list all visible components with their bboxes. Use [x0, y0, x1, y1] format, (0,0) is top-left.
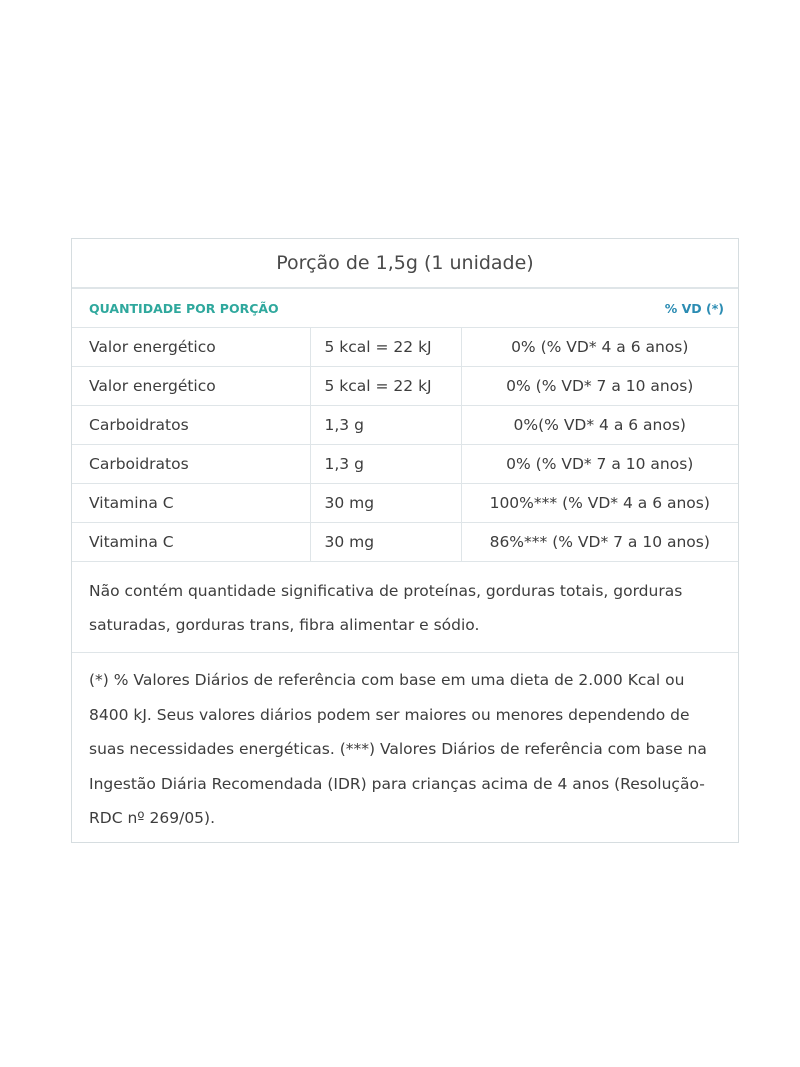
nutrient-daily-value: 100%*** (% VD* 4 a 6 anos)	[461, 484, 738, 523]
nutrient-daily-value: 0%(% VD* 4 a 6 anos)	[461, 406, 738, 445]
nutrient-name: Carboidratos	[72, 445, 310, 484]
serving-size-title: Porção de 1,5g (1 unidade)	[72, 239, 738, 289]
insignificant-nutrients-note: Não contém quantidade significativa de proteínas, gorduras totais, gorduras saturadas, gorduras trans, fibra alimentar e sódio.	[72, 562, 738, 653]
table-row	[72, 367, 738, 406]
column-header-row	[72, 289, 738, 328]
nutrient-daily-value: 86%*** (% VD* 7 a 10 anos)	[461, 523, 738, 562]
nutrient-name: Vitamina C	[72, 523, 310, 562]
table-row	[72, 484, 738, 523]
nutrient-amount: 1,3 g	[310, 445, 461, 484]
daily-value-header: % VD (*)	[664, 300, 724, 316]
nutrient-table	[72, 328, 738, 562]
nutrient-name: Vitamina C	[72, 484, 310, 523]
nutrient-name: Valor energético	[72, 367, 310, 406]
table-row	[72, 523, 738, 562]
table-row	[72, 328, 738, 367]
nutrient-amount: 5 kcal = 22 kJ	[310, 367, 461, 406]
nutrient-amount: 30 mg	[310, 484, 461, 523]
quantity-per-serving-header: QUANTIDADE POR PORÇÃO	[89, 300, 279, 316]
nutrient-name: Carboidratos	[72, 406, 310, 445]
daily-value-footnote: (*) % Valores Diários de referência com base em uma dieta de 2.000 Kcal ou 8400 kJ. Seus valores diários podem ser maiores ou menores dependendo de suas necessidades energéticas. (***) Valores Diários de referência com base na Ingestão Diária Recomendada (IDR) para crianças acima de 4 anos (Resolução-RDC nº 269/05).	[89, 671, 707, 827]
nutrient-daily-value: 0% (% VD* 4 a 6 anos)	[461, 328, 738, 367]
table-row	[72, 406, 738, 445]
nutrient-amount: 30 mg	[310, 523, 461, 562]
nutrient-daily-value: 0% (% VD* 7 a 10 anos)	[461, 367, 738, 406]
nutrient-amount: 1,3 g	[310, 406, 461, 445]
nutrition-facts-table	[71, 238, 739, 843]
nutrient-name: Valor energético	[72, 328, 310, 367]
nutrient-daily-value: 0% (% VD* 7 a 10 anos)	[461, 445, 738, 484]
nutrient-amount: 5 kcal = 22 kJ	[310, 328, 461, 367]
table-row	[72, 445, 738, 484]
